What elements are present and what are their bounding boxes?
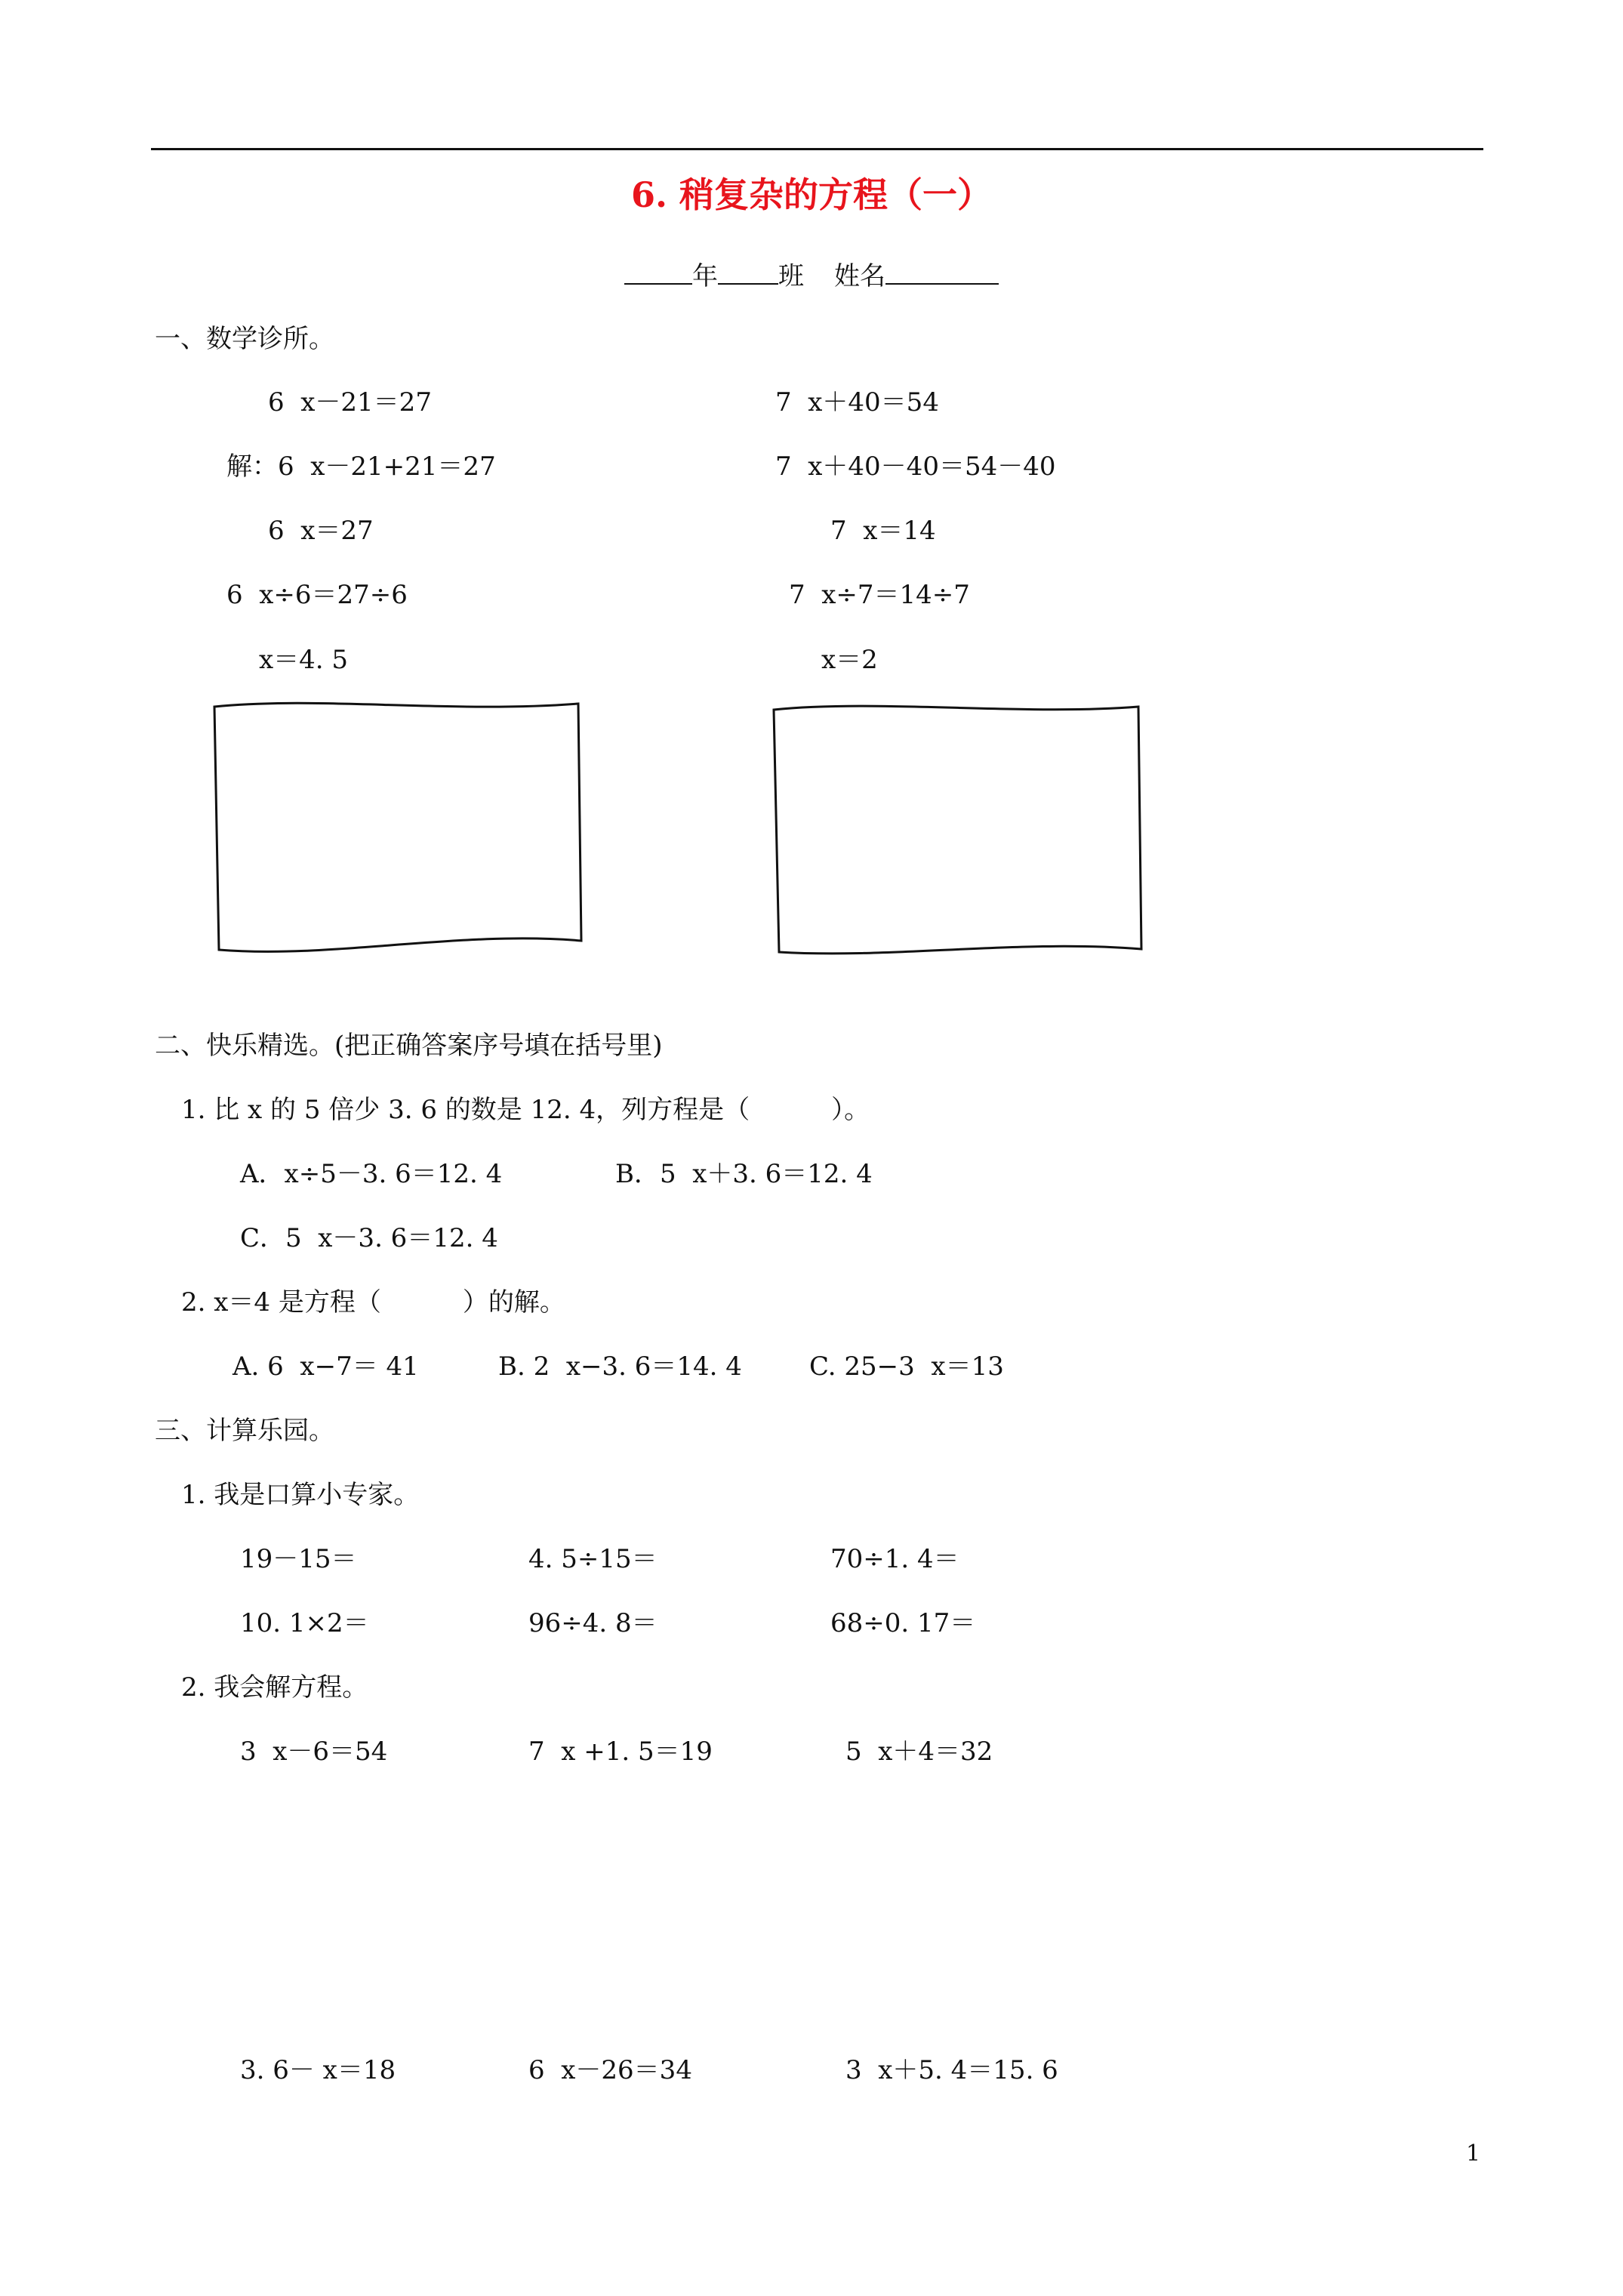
left-step-3: 6 x＝27 [268, 516, 374, 546]
equation-item: 3 x＋5. 4＝15. 6 [845, 2055, 1058, 2085]
equation-item: 3 x－6＝54 [240, 1737, 388, 1767]
right-step-3: 7 x＝14 [830, 516, 936, 546]
mental-item: 10. 1×2＝ [240, 1608, 369, 1638]
right-step-5: x＝2 [821, 645, 878, 675]
left-step-4: 6 x÷6＝27÷6 [226, 580, 408, 610]
q1-option-a: A．x÷5－3. 6＝12. 4 [240, 1159, 503, 1189]
left-step-5: x＝4. 5 [259, 645, 349, 675]
left-step-2: 解：6 x－21+21＝27 [226, 451, 496, 482]
answer-box-right [774, 706, 1141, 954]
answer-box-left [214, 703, 581, 951]
section3-heading: 三、计算乐园。 [155, 1416, 334, 1446]
q2-option-b: B. 2 x−3. 6＝14. 4 [498, 1351, 742, 1382]
q2-option-c: C. 25−3 x＝13 [809, 1351, 1004, 1382]
page-number: 1 [1466, 2140, 1481, 2167]
left-step-1: 6 x－21＝27 [268, 387, 432, 418]
section2-heading: 二、快乐精选。(把正确答案序号填在括号里) [155, 1031, 663, 1061]
q2-stem: 2. x＝4 是方程（ ）的解。 [181, 1287, 565, 1318]
mental-math-heading: 1. 我是口算小专家。 [181, 1480, 420, 1510]
q2-option-a: A. 6 x−7＝ 41 [233, 1351, 419, 1382]
mental-item: 96÷4. 8＝ [528, 1608, 658, 1638]
worksheet-title: 6. 稍复杂的方程（一） [630, 174, 993, 215]
right-step-2: 7 x＋40－40＝54－40 [775, 451, 1056, 482]
mental-item: 68÷0. 17＝ [830, 1608, 976, 1638]
right-step-1: 7 x＋40＝54 [775, 387, 939, 418]
name-label: 姓名 [834, 261, 885, 291]
mental-item: 4. 5÷15＝ [528, 1544, 658, 1574]
q1-stem: 1. 比 x 的 5 倍少 3. 6 的数是 12. 4，列方程是（ ）。 [181, 1095, 870, 1125]
equation-item: 6 x－26＝34 [528, 2055, 692, 2085]
mental-item: 70÷1. 4＝ [830, 1544, 959, 1574]
right-step-4: 7 x÷7＝14÷7 [789, 580, 970, 610]
equation-item: 3. 6－ x＝18 [240, 2055, 396, 2085]
class-label: 班 [778, 261, 804, 291]
q1-option-b: B．5 x＋3. 6＝12. 4 [615, 1159, 873, 1189]
equation-item: 5 x＋4＝32 [845, 1737, 993, 1767]
grade-label: 年 [692, 261, 718, 291]
mental-item: 19－15＝ [240, 1544, 357, 1574]
equations-heading: 2. 我会解方程。 [181, 1672, 368, 1703]
section1-heading: 一、数学诊所。 [155, 324, 334, 354]
q1-option-c: C．5 x－3. 6＝12. 4 [240, 1223, 498, 1253]
equation-item: 7 x +1. 5＝19 [528, 1737, 713, 1767]
